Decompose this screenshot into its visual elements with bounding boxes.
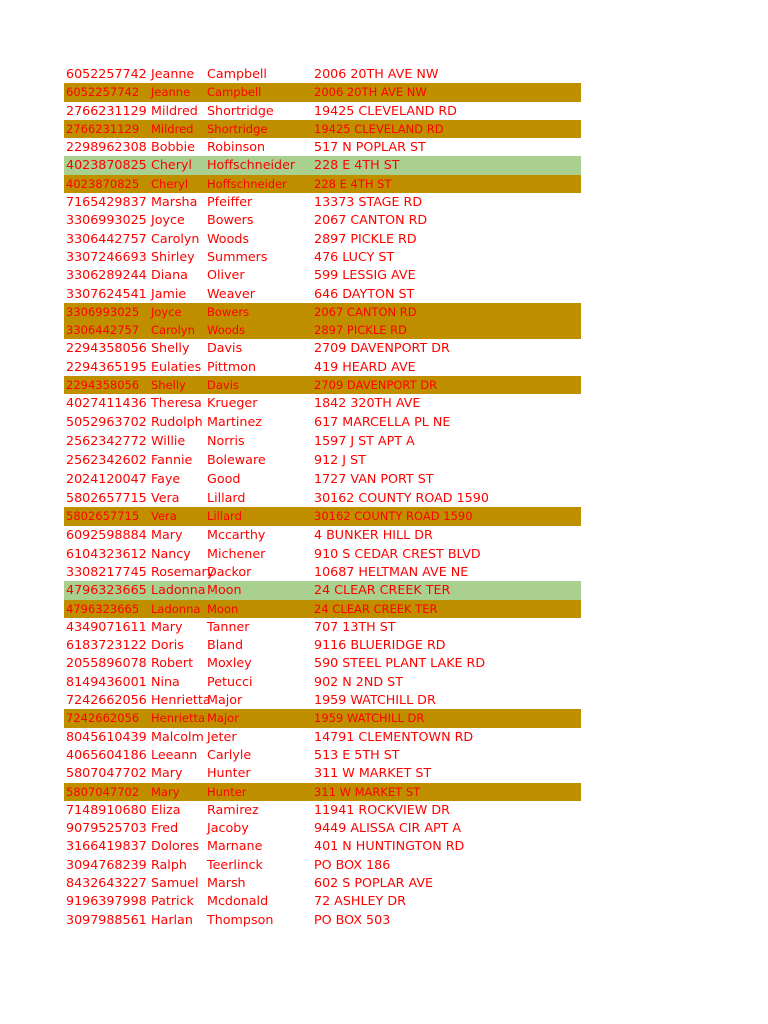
- first-cell: Henrietta: [151, 711, 206, 726]
- table-row: [64, 248, 581, 266]
- last-cell: Campbell: [207, 85, 262, 100]
- table-row: [64, 801, 581, 819]
- last-cell: Moon: [207, 601, 239, 616]
- first-cell: Ladonna: [151, 582, 206, 598]
- last-cell: Bowers: [207, 212, 254, 228]
- last-cell: Teerlinck: [207, 856, 263, 872]
- table-row: [64, 654, 581, 672]
- last-cell: Jeter: [207, 728, 237, 744]
- last-cell: Pfeiffer: [207, 194, 253, 210]
- phone-cell: 6183723122: [66, 637, 147, 653]
- last-cell: Boleware: [207, 452, 266, 468]
- address-cell: 2709 DAVENPORT DR: [314, 340, 450, 356]
- address-cell: 30162 COUNTY ROAD 1590: [314, 490, 489, 506]
- first-cell: Robert: [151, 655, 194, 671]
- last-cell: Thompson: [207, 911, 274, 927]
- address-cell: 14791 CLEMENTOWN RD: [314, 728, 474, 744]
- first-cell: Joyce: [151, 304, 182, 319]
- table-row: [64, 450, 581, 469]
- last-cell: Campbell: [207, 66, 267, 81]
- phone-cell: 2294358056: [66, 340, 147, 356]
- phone-cell: 5807047702: [66, 784, 140, 799]
- first-cell: Diana: [151, 267, 188, 283]
- first-cell: Rudolph: [151, 413, 203, 429]
- first-cell: Ladonna: [151, 601, 201, 616]
- table-row-highlighted: [64, 709, 581, 727]
- last-cell: Ramirez: [207, 801, 259, 817]
- first-cell: Cheryl: [151, 176, 189, 191]
- last-cell: Woods: [207, 323, 246, 338]
- last-cell: Shortridge: [207, 102, 274, 118]
- address-cell: 910 S CEDAR CREST BLVD: [314, 545, 481, 561]
- first-cell: Nina: [151, 673, 180, 689]
- phone-cell: 6104323612: [66, 545, 147, 561]
- last-cell: Petucci: [207, 673, 253, 689]
- phone-cell: 3306442757: [66, 230, 147, 246]
- table-row: [64, 65, 581, 83]
- table-row-highlighted: [64, 156, 581, 174]
- table-row: [64, 285, 581, 303]
- phone-cell: 2562342772: [66, 432, 147, 448]
- address-cell: 11941 ROCKVIEW DR: [314, 801, 450, 817]
- phone-cell: 7242662056: [66, 692, 147, 708]
- address-cell: 1842 320TH AVE: [314, 395, 421, 411]
- first-cell: Malcolm: [151, 728, 204, 744]
- last-cell: Jacoby: [207, 820, 249, 836]
- table-row: [64, 394, 581, 412]
- address-cell: 4 BUNKER HILL DR: [314, 527, 433, 543]
- address-cell: 2709 DAVENPORT DR: [314, 378, 438, 393]
- address-cell: 513 E 5TH ST: [314, 746, 400, 762]
- phone-cell: 4796323665: [66, 601, 140, 616]
- table-row: [64, 892, 581, 910]
- table-row: [64, 746, 581, 764]
- last-cell: Moxley: [207, 655, 252, 671]
- phone-cell: 7148910680: [66, 801, 147, 817]
- first-cell: Theresa: [151, 395, 202, 411]
- last-cell: Marsh: [207, 875, 246, 891]
- phone-cell: 3097988561: [66, 911, 147, 927]
- last-cell: Hoffschneider: [207, 157, 296, 173]
- phone-cell: 4065604186: [66, 746, 147, 762]
- phone-cell: 8149436001: [66, 673, 147, 689]
- first-cell: Mary: [151, 765, 183, 781]
- address-cell: 912 J ST: [314, 452, 366, 468]
- last-cell: Robinson: [207, 139, 266, 155]
- first-cell: Fred: [151, 820, 179, 836]
- table-row: [64, 526, 581, 544]
- table-row-highlighted: [64, 321, 581, 339]
- address-cell: 902 N 2ND ST: [314, 673, 403, 689]
- last-cell: Lillard: [207, 490, 246, 506]
- first-cell: Jamie: [151, 285, 187, 301]
- table-row: [64, 431, 581, 450]
- phone-cell: 3306993025: [66, 212, 147, 228]
- phone-cell: 3306993025: [66, 304, 140, 319]
- table-row: [64, 618, 581, 636]
- table-row: [64, 636, 581, 654]
- address-cell: 9449 ALISSA CIR APT A: [314, 820, 462, 836]
- last-cell: Martinez: [207, 413, 262, 429]
- phone-cell: 2024120047: [66, 471, 147, 487]
- phone-cell: 3307624541: [66, 285, 147, 301]
- phone-cell: 5052963702: [66, 413, 147, 429]
- phone-cell: 8045610439: [66, 728, 147, 744]
- last-cell: Lillard: [207, 509, 242, 524]
- first-cell: Ralph: [151, 856, 187, 872]
- table-row-highlighted: [64, 83, 581, 101]
- address-cell: 517 N POPLAR ST: [314, 139, 426, 155]
- table-row: [64, 102, 581, 120]
- first-cell: Cheryl: [151, 157, 192, 173]
- last-cell: Mccarthy: [207, 527, 266, 543]
- first-cell: Henrietta: [151, 692, 211, 708]
- first-cell: Shirley: [151, 248, 195, 264]
- first-cell: Carolyn: [151, 323, 195, 338]
- last-cell: Bowers: [207, 304, 250, 319]
- address-cell: 419 HEARD AVE: [314, 358, 416, 374]
- address-cell: 476 LUCY ST: [314, 248, 395, 264]
- last-cell: Major: [207, 711, 239, 726]
- address-cell: 2897 PICKLE RD: [314, 230, 417, 246]
- first-cell: Eulaties: [151, 358, 202, 374]
- first-cell: Jeanne: [151, 85, 191, 100]
- phone-cell: 3308217745: [66, 564, 147, 579]
- table-row: [64, 211, 581, 229]
- first-cell: Faye: [151, 471, 181, 487]
- table-row: [64, 819, 581, 837]
- address-cell: 646 DAYTON ST: [314, 285, 415, 301]
- table-row: [64, 837, 581, 855]
- table-row-highlighted: [64, 376, 581, 394]
- address-cell: PO BOX 503: [314, 911, 391, 927]
- phone-cell: 2298962308: [66, 139, 147, 155]
- first-cell: Doris: [151, 637, 184, 653]
- phone-cell: 4796323665: [66, 582, 147, 598]
- last-cell: Pittmon: [207, 358, 257, 374]
- last-cell: Good: [207, 471, 241, 487]
- phone-cell: 2766231129: [66, 121, 140, 136]
- address-cell: 24 CLEAR CREEK TER: [314, 601, 438, 616]
- last-cell: Davis: [207, 340, 243, 356]
- first-cell: Patrick: [151, 893, 194, 909]
- address-cell: 2006 20TH AVE NW: [314, 85, 427, 100]
- address-cell: 707 13TH ST: [314, 618, 396, 634]
- last-cell: Summers: [207, 248, 268, 264]
- phone-cell: 4027411436: [66, 395, 147, 411]
- last-cell: Bland: [207, 637, 244, 653]
- last-cell: Oliver: [207, 267, 245, 283]
- phone-cell: 4023870825: [66, 157, 147, 173]
- last-cell: Dackor: [207, 564, 252, 579]
- address-cell: 590 STEEL PLANT LAKE RD: [314, 655, 486, 671]
- address-cell: 311 W MARKET ST: [314, 784, 421, 799]
- first-cell: Shelly: [151, 340, 190, 356]
- first-cell: Leeann: [151, 746, 198, 762]
- last-cell: Davis: [207, 378, 239, 393]
- table-row: [64, 911, 581, 929]
- last-cell: Michener: [207, 545, 266, 561]
- address-cell: PO BOX 186: [314, 856, 391, 872]
- address-cell: 30162 COUNTY ROAD 1590: [314, 509, 473, 524]
- phone-cell: 2766231129: [66, 102, 147, 118]
- address-cell: 24 CLEAR CREEK TER: [314, 582, 451, 598]
- table-row-highlighted: [64, 600, 581, 618]
- first-cell: Eliza: [151, 801, 181, 817]
- phone-cell: 9079525703: [66, 820, 147, 836]
- phone-cell: 7242662056: [66, 711, 140, 726]
- first-cell: Willie: [151, 432, 186, 448]
- last-cell: Norris: [207, 432, 245, 448]
- first-cell: Mildred: [151, 102, 198, 118]
- phone-cell: 8432643227: [66, 875, 147, 891]
- phone-cell: 3306289244: [66, 267, 147, 283]
- first-cell: Rosemary: [151, 564, 215, 579]
- phone-cell: 2294365195: [66, 358, 147, 374]
- address-cell: 2067 CANTON RD: [314, 304, 417, 319]
- table-row-highlighted: [64, 120, 581, 138]
- phone-cell: 4023870825: [66, 176, 140, 191]
- phone-cell: 5802657715: [66, 509, 140, 524]
- first-cell: Shelly: [151, 378, 186, 393]
- first-cell: Mary: [151, 527, 183, 543]
- address-cell: 19425 CLEVELAND RD: [314, 121, 444, 136]
- first-cell: Marsha: [151, 194, 198, 210]
- last-cell: Weaver: [207, 285, 255, 301]
- last-cell: Moon: [207, 582, 242, 598]
- first-cell: Joyce: [151, 212, 185, 228]
- phone-cell: 7165429837: [66, 194, 147, 210]
- phone-cell: 6092598884: [66, 527, 147, 543]
- table-row: [64, 728, 581, 746]
- address-cell: 1959 WATCHILL DR: [314, 692, 436, 708]
- address-cell: 2006 20TH AVE NW: [314, 66, 439, 81]
- last-cell: Carlyle: [207, 746, 252, 762]
- last-cell: Hoffschneider: [207, 176, 287, 191]
- last-cell: Mcdonald: [207, 893, 269, 909]
- first-cell: Mary: [151, 618, 183, 634]
- phone-cell: 9196397998: [66, 893, 147, 909]
- address-cell: 1727 VAN PORT ST: [314, 471, 434, 487]
- phone-cell: 4349071611: [66, 618, 147, 634]
- table-row: [64, 874, 581, 892]
- address-cell: 311 W MARKET ST: [314, 765, 432, 781]
- last-cell: Hunter: [207, 765, 251, 781]
- last-cell: Major: [207, 692, 243, 708]
- first-cell: Fannie: [151, 452, 193, 468]
- address-cell: 228 E 4TH ST: [314, 157, 400, 173]
- table-row: [64, 764, 581, 782]
- table-row: [64, 469, 581, 488]
- table-row-highlighted: [64, 581, 581, 599]
- table-row: [64, 488, 581, 507]
- table-row-highlighted: [64, 175, 581, 193]
- phone-cell: 6052257742: [66, 85, 140, 100]
- address-cell: 401 N HUNTINGTON RD: [314, 838, 465, 854]
- table-row: [64, 673, 581, 691]
- last-cell: Tanner: [207, 618, 250, 634]
- address-cell: 228 E 4TH ST: [314, 176, 392, 191]
- first-cell: Bobbie: [151, 139, 195, 155]
- table-row-highlighted: [64, 507, 581, 526]
- first-cell: Carolyn: [151, 230, 200, 246]
- table-row: [64, 266, 581, 284]
- address-cell: 1959 WATCHILL DR: [314, 711, 425, 726]
- last-cell: Hunter: [207, 784, 247, 799]
- first-cell: Jeanne: [151, 66, 195, 81]
- table-row: [64, 193, 581, 211]
- phone-cell: 6052257742: [66, 66, 147, 81]
- table-row: [64, 339, 581, 357]
- table-row: [64, 230, 581, 248]
- first-cell: Harlan: [151, 911, 193, 927]
- address-cell: 72 ASHLEY DR: [314, 893, 406, 909]
- table-row: [64, 138, 581, 156]
- phone-cell: 3094768239: [66, 856, 147, 872]
- table-row: [64, 358, 581, 376]
- address-cell: 2897 PICKLE RD: [314, 323, 407, 338]
- phone-cell: 2055896078: [66, 655, 147, 671]
- table-row: [64, 413, 581, 431]
- address-cell: 9116 BLUERIDGE RD: [314, 637, 446, 653]
- table-row: [64, 856, 581, 874]
- table-row: [64, 563, 581, 581]
- first-cell: Vera: [151, 509, 177, 524]
- last-cell: Krueger: [207, 395, 258, 411]
- first-cell: Mildred: [151, 121, 194, 136]
- phone-cell: 5802657715: [66, 490, 147, 506]
- first-cell: Vera: [151, 490, 180, 506]
- last-cell: Woods: [207, 230, 249, 246]
- phone-cell: 3306442757: [66, 323, 140, 338]
- phone-cell: 3166419837: [66, 838, 147, 854]
- table-row-highlighted: [64, 303, 581, 321]
- address-cell: 599 LESSIG AVE: [314, 267, 416, 283]
- spreadsheet-table: [64, 65, 581, 929]
- address-cell: 19425 CLEVELAND RD: [314, 102, 457, 118]
- address-cell: 13373 STAGE RD: [314, 194, 423, 210]
- first-cell: Mary: [151, 784, 180, 799]
- phone-cell: 2294358056: [66, 378, 140, 393]
- table-row-highlighted: [64, 783, 581, 801]
- address-cell: 10687 HELTMAN AVE NE: [314, 564, 469, 579]
- phone-cell: 3307246693: [66, 248, 147, 264]
- first-cell: Samuel: [151, 875, 199, 891]
- last-cell: Shortridge: [207, 121, 268, 136]
- phone-cell: 2562342602: [66, 452, 147, 468]
- first-cell: Dolores: [151, 838, 200, 854]
- phone-cell: 5807047702: [66, 765, 147, 781]
- address-cell: 602 S POPLAR AVE: [314, 875, 434, 891]
- first-cell: Nancy: [151, 545, 191, 561]
- address-cell: 2067 CANTON RD: [314, 212, 428, 228]
- address-cell: 617 MARCELLA PL NE: [314, 413, 451, 429]
- last-cell: Marnane: [207, 838, 263, 854]
- table-row: [64, 545, 581, 563]
- table-row: [64, 691, 581, 709]
- address-cell: 1597 J ST APT A: [314, 432, 415, 448]
